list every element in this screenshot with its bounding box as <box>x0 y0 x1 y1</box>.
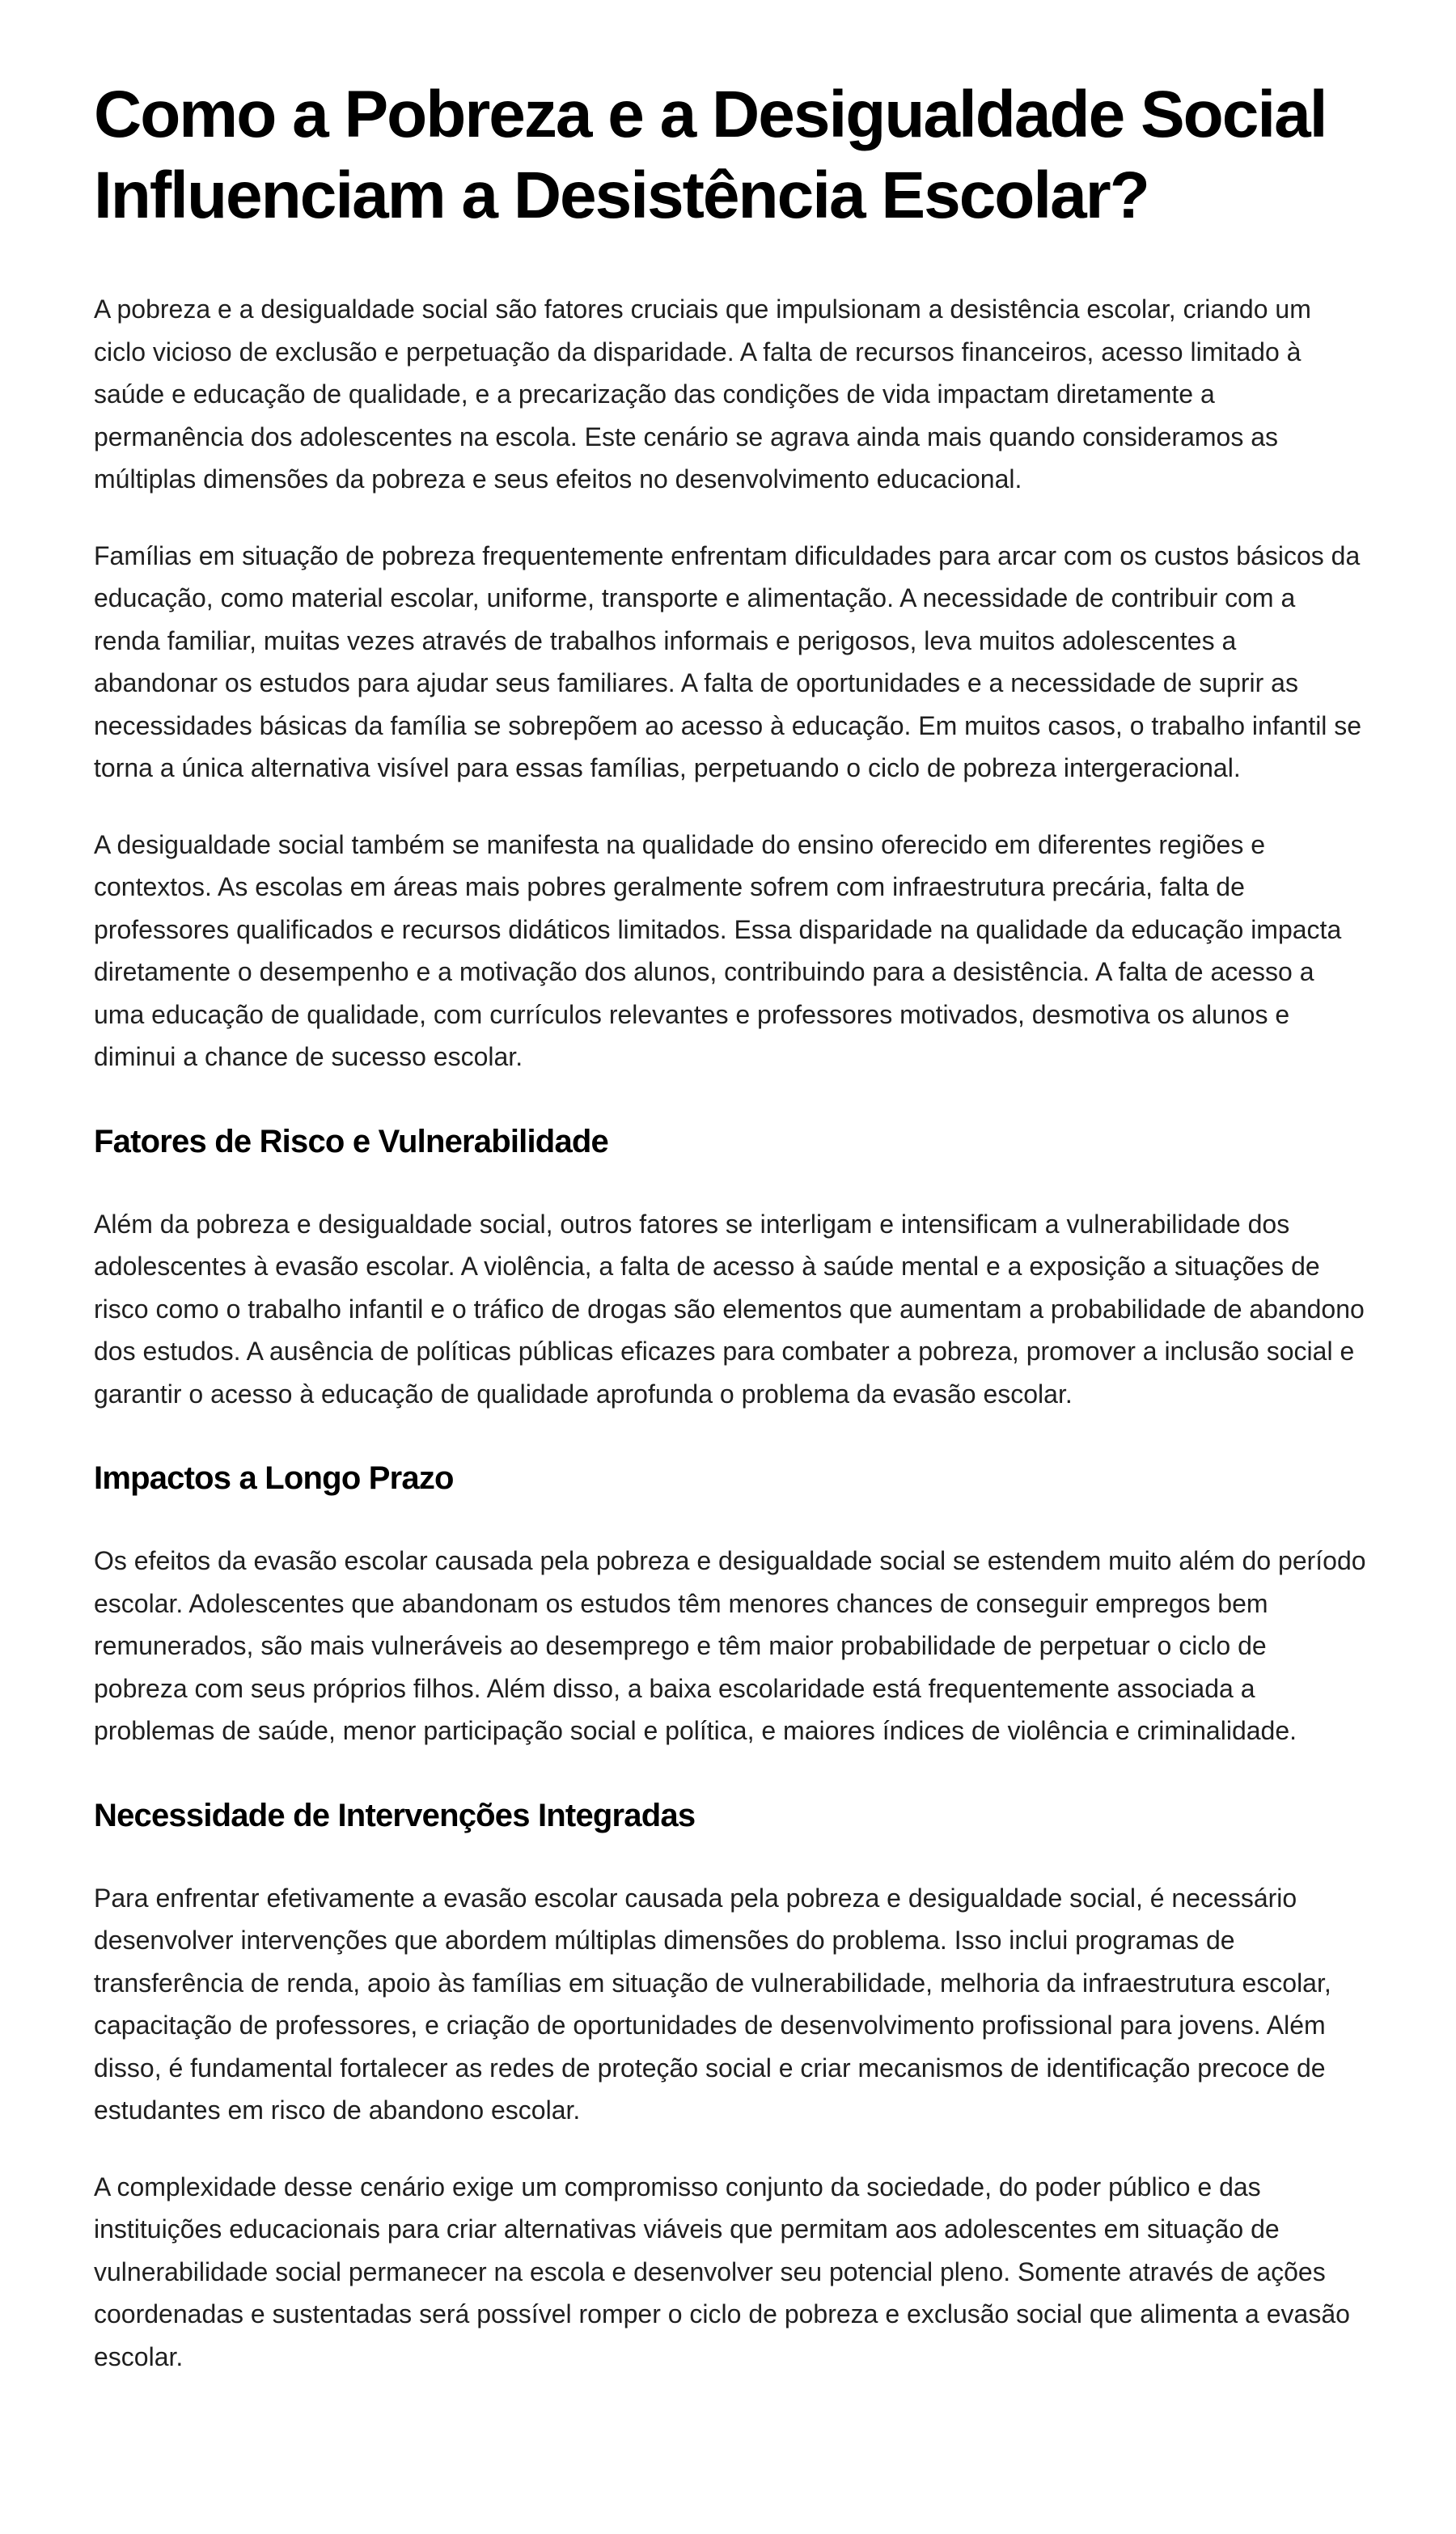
section-long-term-impacts <box>94 1457 1367 1752</box>
section-paragraph: Para enfrentar efetivamente a evasão escolar causada pela pobreza e desigualdade social, é necessário desenvolver intervenções que abordem múltiplas dimensões do problema. Isso inclui programas de transferência de renda, apoio às famílias em situação de vulnerabilidade, melhoria da infraestrutura escolar, capacitação de professores, e criação de oportunidades de desenvolvimento profissional para jovens. Além disso, é fundamental fortalecer as redes de proteção social e criar mecanismos de identificação precoce de estudantes em risco de abandono escolar. <box>94 1883 1331 2125</box>
section-risk-factors <box>94 1121 1367 1416</box>
intro-paragraph-3: A desigualdade social também se manifesta na qualidade do ensino oferecido em diferentes regiões e contextos. As escolas em áreas mais pobres geralmente sofrem com infraestrutura precária, falta de professores qualificados e recursos didáticos limitados. Essa disparidade na qualidade da educação impacta diretamente o desempenho e a motivação dos alunos, contribuindo para a desistência. A falta de acesso a uma educação de qualidade, com currículos relevantes e professores motivados, desmotiva os alunos e diminui a chance de sucesso escolar. <box>94 829 1342 1071</box>
section-paragraph: A complexidade desse cenário exige um compromisso conjunto da sociedade, do poder público e das instituições educacionais para criar alternativas viáveis que permitam aos adolescentes em situação de vulnerabilidade social permanecer na escola e desenvolver seu potencial pleno. Somente através de ações coordenadas e sustentadas será possível romper o ciclo de pobreza e exclusão social que alimenta a evasão escolar. <box>94 2172 1350 2371</box>
section-integrated-interventions <box>94 1795 1367 2379</box>
section-heading: Fatores de Risco e Vulnerabilidade <box>94 1123 608 1159</box>
intro-paragraph-1: A pobreza e a desigualdade social são fatores cruciais que impulsionam a desistência escolar, criando um ciclo vicioso de exclusão e perpetuação da disparidade. A falta de recursos financeiros, acesso limitado à saúde e educação de qualidade, e a precarização das condições de vida impactam diretamente a permanência dos adolescentes na escola. Este cenário se agrava ainda mais quando consideramos as múltiplas dimensões da pobreza e seus efeitos no desenvolvimento educacional. <box>94 295 1311 494</box>
intro-paragraph-2: Famílias em situação de pobreza frequentemente enfrentam dificuldades para arcar com os custos básicos da educação, como material escolar, uniforme, transporte e alimentação. A necessidade de contribuir com a renda familiar, muitas vezes através de trabalhos informais e perigosos, leva muitos adolescentes a abandonar os estudos para ajudar seus familiares. A falta de oportunidades e a necessidade de suprir as necessidades básicas da família se sobrepõem ao acesso à educação. Em muitos casos, o trabalho infantil se torna a única alternativa visível para essas famílias, perpetuando o ciclo de pobreza intergeracional. <box>94 540 1362 782</box>
section-heading: Necessidade de Intervenções Integradas <box>94 1797 696 1833</box>
section-paragraph: Os efeitos da evasão escolar causada pela pobreza e desigualdade social se estendem muito além do período escolar. Adolescentes que abandonam os estudos têm menores chances de conseguir empregos bem remunerados, são mais vulneráveis ao desemprego e têm maior probabilidade de perpetuar o ciclo de pobreza com seus próprios filhos. Além disso, a baixa escolaridade está frequentemente associada a problemas de saúde, menor participação social e política, e maiores índices de violência e criminalidade. <box>94 1546 1366 1745</box>
section-paragraph: Além da pobreza e desigualdade social, outros fatores se interligam e intensificam a vulnerabilidade dos adolescentes à evasão escolar. A violência, a falta de acesso à saúde mental e a exposição a situações de risco como o trabalho infantil e o tráfico de drogas são elementos que aumentam a probabilidade de abandono dos estudos. A ausência de políticas públicas eficazes para combater a pobreza, promover a inclusão social e garantir o acesso à educação de qualidade aprofunda o problema da evasão escolar. <box>94 1209 1365 1409</box>
section-heading: Impactos a Longo Prazo <box>94 1460 454 1496</box>
page-title: Como a Pobreza e a Desigualdade Social Influenciam a Desistência Escolar? <box>94 78 1327 232</box>
